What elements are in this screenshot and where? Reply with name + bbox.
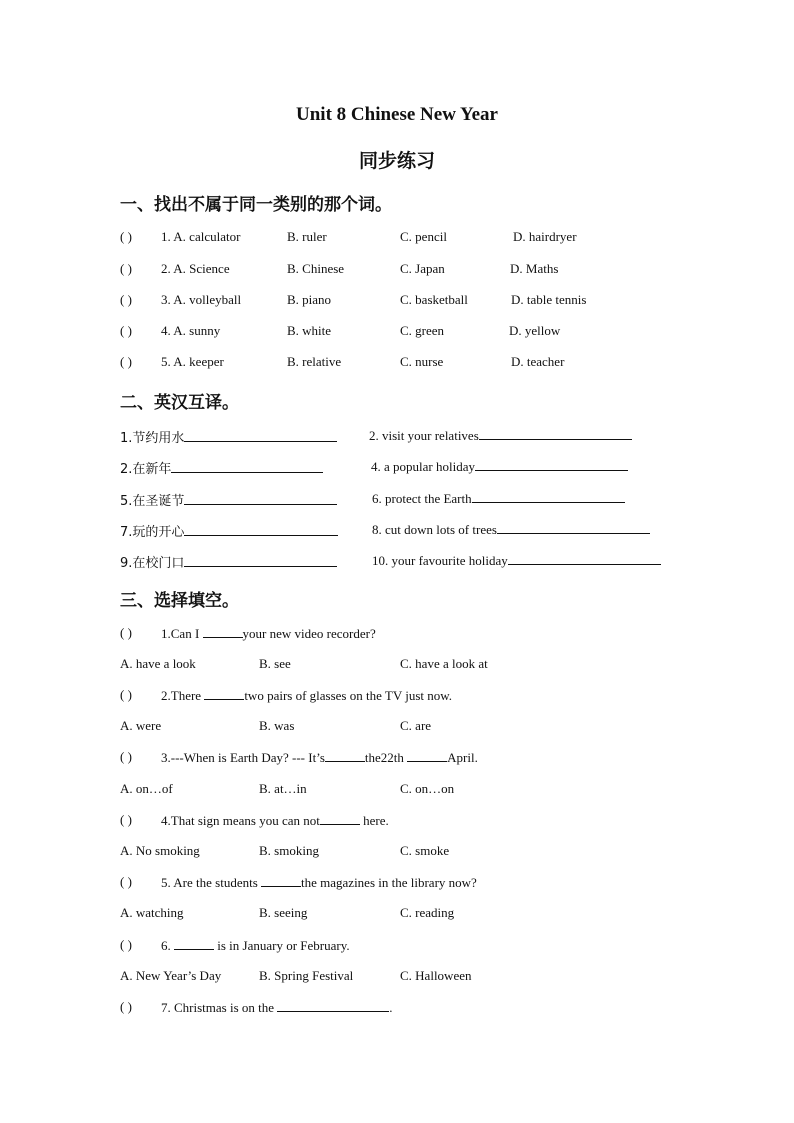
section1-item (0, 354, 794, 372)
answer-paren: ( ) (120, 625, 132, 640)
question-row (0, 749, 794, 767)
question-text: . (389, 1000, 393, 1015)
option-a: 5. A. keeper (161, 354, 224, 369)
option-c: C. on…on (400, 781, 455, 796)
answer-blank[interactable] (261, 874, 301, 887)
answer-paren: ( ) (120, 354, 132, 369)
translation-row (0, 427, 794, 445)
option-b: B. Spring Festival (259, 968, 354, 983)
option-c: C. basketball (400, 292, 468, 307)
answer-blank[interactable] (203, 625, 243, 638)
answer-blank[interactable] (204, 687, 244, 700)
translation-prompt: 4. a popular holiday (371, 459, 475, 474)
answer-blank[interactable] (472, 490, 625, 503)
question-text: April. (447, 750, 478, 765)
options-row (0, 781, 794, 799)
question-text: the magazines in the library now? (301, 875, 477, 890)
answer-blank[interactable] (174, 937, 214, 950)
answer-blank[interactable] (277, 999, 389, 1012)
option-c: C. reading (400, 905, 455, 920)
question-text: 2.There (161, 688, 205, 703)
options-row (0, 905, 794, 923)
question-row (0, 999, 794, 1017)
answer-blank[interactable] (479, 427, 632, 440)
answer-blank[interactable] (184, 492, 337, 505)
question-row (0, 937, 794, 955)
option-a: A. New Year’s Day (120, 968, 222, 983)
answer-blank[interactable] (184, 429, 337, 442)
translation-row (0, 552, 794, 570)
option-c: C. Halloween (400, 968, 472, 983)
option-c: C. nurse (400, 354, 444, 369)
option-b: B. relative (287, 354, 342, 369)
question-text: 3.---When is Earth Day? --- It’s (161, 750, 325, 765)
translation-prompt: 2. visit your relatives (369, 428, 479, 443)
options-row (0, 843, 794, 861)
section1-item (0, 323, 794, 341)
answer-blank[interactable] (508, 552, 661, 565)
answer-paren: ( ) (120, 292, 132, 307)
translation-prompt: 6. protect the Earth (372, 491, 472, 506)
question-text: 5. Are the students (161, 875, 262, 890)
section2-heading: 二、英汉互译。 (120, 393, 239, 413)
option-b: B. seeing (259, 905, 308, 920)
question-row (0, 687, 794, 705)
translation-prompt: 5.在圣诞节 (120, 494, 185, 509)
translation-row (0, 490, 794, 508)
answer-blank[interactable] (184, 554, 337, 567)
question-text: 4.That sign means you can not (161, 813, 320, 828)
answer-paren: ( ) (120, 999, 132, 1014)
question-text: here. (359, 813, 389, 828)
option-b: B. smoking (259, 843, 319, 858)
option-d: D. teacher (511, 354, 565, 369)
answer-paren: ( ) (120, 229, 132, 244)
section3-heading: 三、选择填空。 (120, 591, 239, 611)
answer-paren: ( ) (120, 323, 132, 338)
question-text: 6. (161, 938, 174, 953)
option-d: D. table tennis (511, 292, 587, 307)
question-row (0, 812, 794, 830)
translation-prompt: 2.在新年 (120, 462, 172, 477)
translation-prompt: 1.节约用水 (120, 431, 185, 446)
option-d: D. Maths (510, 261, 559, 276)
option-c: C. have a look at (400, 656, 488, 671)
answer-paren: ( ) (120, 812, 132, 827)
translation-row (0, 458, 794, 476)
answer-paren: ( ) (120, 937, 132, 952)
option-a: 2. A. Science (161, 261, 230, 276)
option-a: 4. A. sunny (161, 323, 221, 338)
option-c: C. are (400, 718, 432, 733)
page-subtitle: 同步练习 (358, 150, 435, 172)
option-b: B. see (259, 656, 291, 671)
answer-paren: ( ) (120, 749, 132, 764)
answer-blank[interactable] (475, 458, 628, 471)
option-c: C. pencil (400, 229, 447, 244)
option-c: C. green (400, 323, 445, 338)
translation-prompt: 8. cut down lots of trees (372, 522, 497, 537)
page-title: Unit 8 Chinese New Year (296, 104, 498, 125)
option-d: D. hairdryer (513, 229, 577, 244)
answer-blank[interactable] (325, 749, 365, 762)
translation-prompt: 7.玩的开心 (120, 525, 185, 540)
section1-item (0, 261, 794, 279)
section1-item (0, 292, 794, 310)
answer-blank[interactable] (184, 523, 338, 536)
answer-blank[interactable] (497, 521, 650, 534)
option-b: B. Chinese (287, 261, 345, 276)
option-a: A. have a look (120, 656, 196, 671)
option-a: A. were (120, 718, 162, 733)
question-text: the22th (364, 750, 408, 765)
question-text: is in January or February. (214, 938, 350, 953)
translation-prompt: 10. your favourite holiday (372, 553, 508, 568)
option-a: 3. A. volleyball (161, 292, 242, 307)
option-a: A. No smoking (120, 843, 200, 858)
option-b: B. ruler (287, 229, 327, 244)
options-row (0, 968, 794, 986)
answer-paren: ( ) (120, 261, 132, 276)
answer-blank[interactable] (320, 812, 360, 825)
options-row (0, 656, 794, 674)
question-text: your new video recorder? (242, 626, 376, 641)
question-text: 1.Can I (161, 626, 203, 641)
option-b: B. was (259, 718, 295, 733)
option-d: D. yellow (509, 323, 561, 338)
answer-blank[interactable] (407, 749, 447, 762)
option-b: B. piano (287, 292, 332, 307)
question-row (0, 874, 794, 892)
option-b: B. white (287, 323, 332, 338)
question-text: 7. Christmas is on the (161, 1000, 278, 1015)
option-a: 1. A. calculator (161, 229, 241, 244)
translation-row (0, 521, 794, 539)
answer-paren: ( ) (120, 874, 132, 889)
translation-prompt: 9.在校门口 (120, 556, 185, 571)
option-a: A. on…of (120, 781, 173, 796)
answer-blank[interactable] (171, 460, 323, 473)
option-c: C. Japan (400, 261, 445, 276)
section1-item (0, 229, 794, 247)
section1-heading: 一、找出不属于同一类别的那个词。 (120, 195, 392, 215)
answer-paren: ( ) (120, 687, 132, 702)
option-a: A. watching (120, 905, 184, 920)
question-text: two pairs of glasses on the TV just now. (244, 688, 453, 703)
option-b: B. at…in (259, 781, 307, 796)
question-row (0, 625, 794, 643)
option-c: C. smoke (400, 843, 450, 858)
options-row (0, 718, 794, 736)
